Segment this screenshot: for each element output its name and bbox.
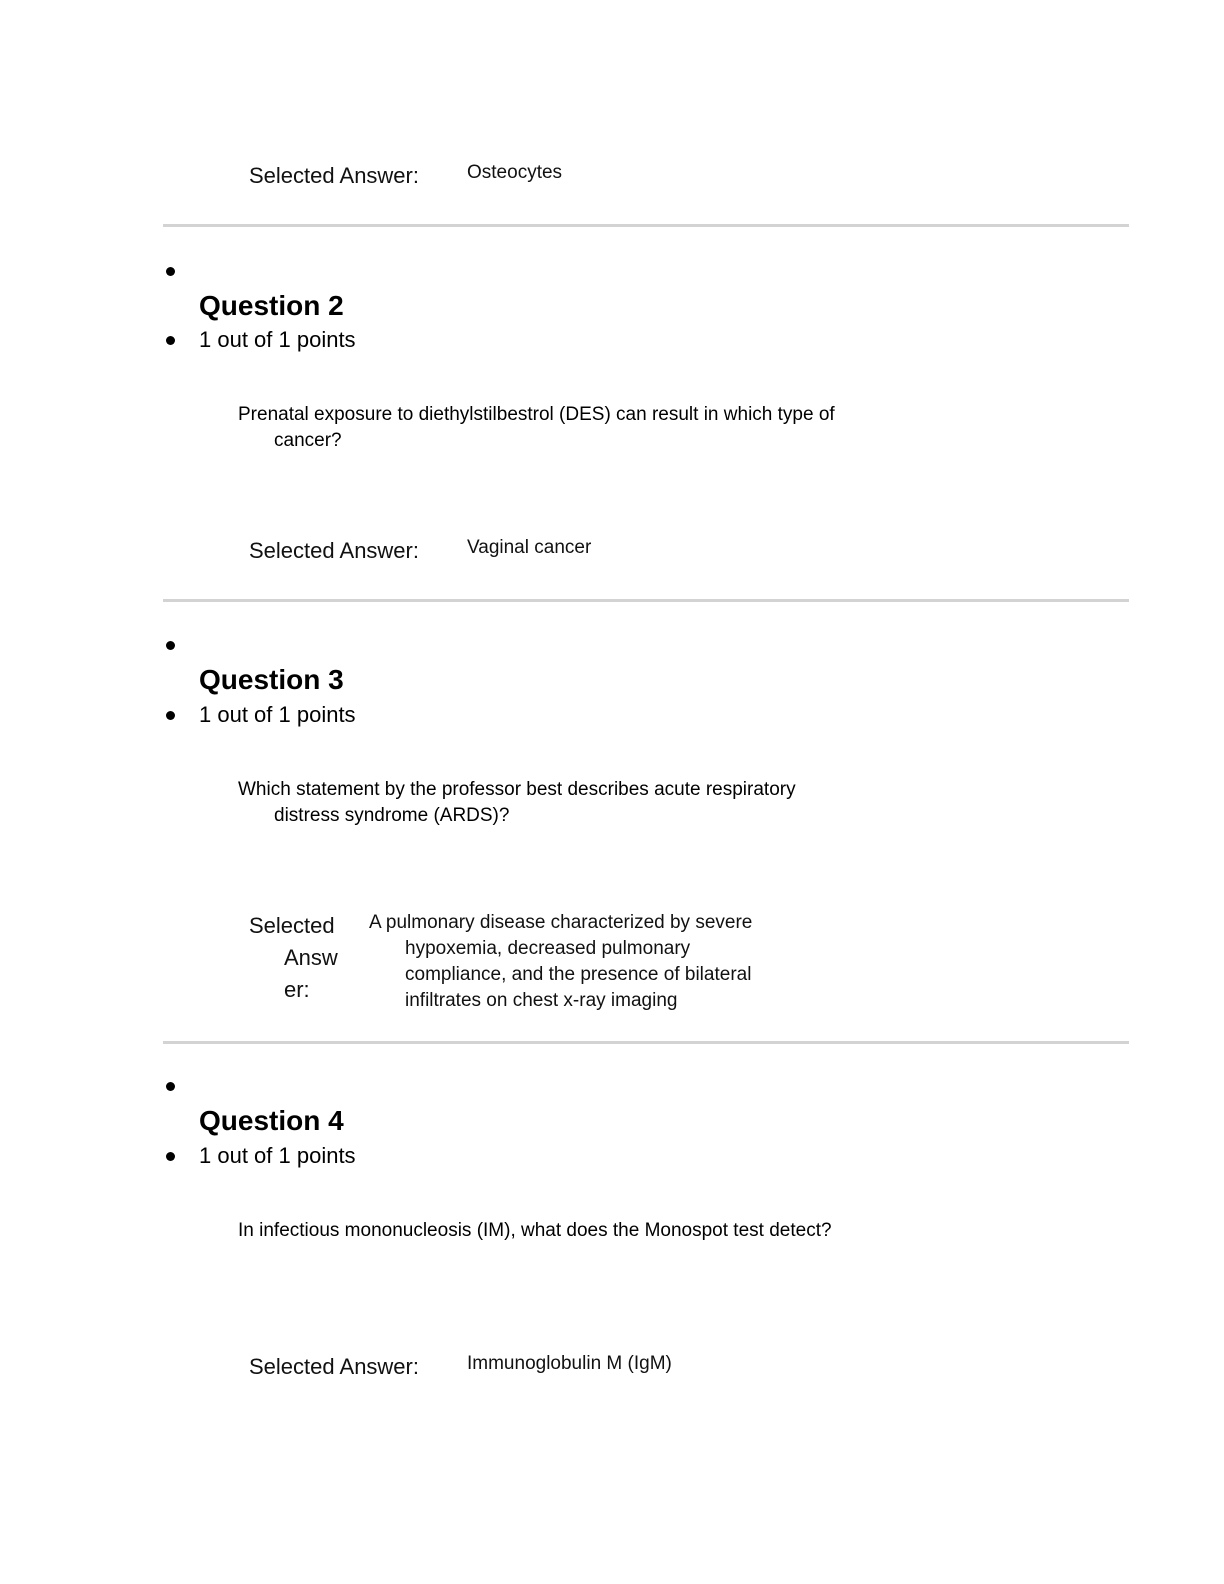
question-points: 1 out of 1 points	[199, 702, 356, 727]
bullet-icon	[166, 711, 175, 720]
question-text	[238, 402, 898, 454]
question-title: Question 3	[199, 664, 344, 695]
question-title: Question 4	[199, 1105, 344, 1136]
selected-answer-label	[249, 910, 349, 1006]
selected-answer-label: Selected Answer:	[249, 1354, 419, 1379]
question-divider	[163, 599, 1129, 602]
question-text-line: Which statement by the professor best describes acute respiratory	[238, 779, 796, 800]
question-title: Question 2	[199, 290, 344, 321]
question-points: 1 out of 1 points	[199, 327, 356, 352]
question-text	[238, 1218, 938, 1244]
selected-answer-line: hypoxemia, decreased pulmonary	[405, 938, 691, 959]
bullet-icon	[166, 1082, 175, 1091]
bullet-icon	[166, 336, 175, 345]
question-text-line: distress syndrome (ARDS)?	[274, 805, 510, 826]
question-divider	[163, 1041, 1129, 1044]
selected-answer-value: Immunoglobulin M (IgM)	[467, 1353, 672, 1374]
selected-answer-line: A pulmonary disease characterized by severe	[369, 912, 753, 933]
selected-answer-value: Vaginal cancer	[467, 537, 592, 558]
selected-answer-line: infiltrates on chest x-ray imaging	[405, 990, 678, 1011]
question-divider	[163, 224, 1129, 227]
selected-answer-label-part: Answ	[284, 945, 338, 970]
bullet-icon	[166, 641, 175, 650]
selected-answer-label: Selected Answer:	[249, 538, 419, 563]
bullet-icon	[166, 1152, 175, 1161]
question-text-line: cancer?	[274, 430, 342, 451]
bullet-icon	[166, 267, 175, 276]
selected-answer-value	[369, 910, 829, 1014]
selected-answer-line: compliance, and the presence of bilateral	[405, 964, 752, 985]
selected-answer-label: Selected Answer:	[249, 163, 419, 188]
selected-answer-label-part: Selected	[249, 913, 335, 938]
question-text-line: Prenatal exposure to diethylstilbestrol (DES) can result in which type of	[238, 404, 835, 425]
question-points: 1 out of 1 points	[199, 1143, 356, 1168]
selected-answer-label-part: er:	[284, 977, 310, 1002]
question-text	[238, 777, 898, 829]
question-text-line: In infectious mononucleosis (IM), what does the Monospot test detect?	[238, 1220, 832, 1241]
selected-answer-value: Osteocytes	[467, 162, 563, 183]
